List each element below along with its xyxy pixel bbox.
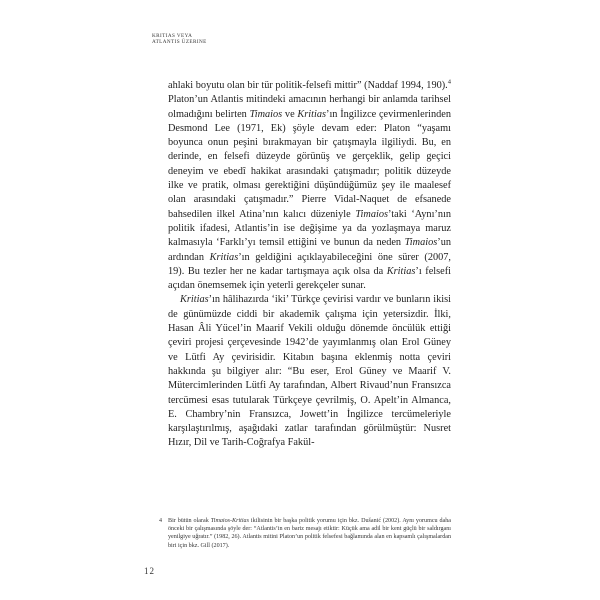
footnote-marker: 4	[447, 78, 451, 86]
footnote	[159, 517, 452, 550]
text-run: ’ın geldiğini açıklayabileceğini öne sürer (2007, 19). Bu tezler her ne kadar tartışmaya açık olsa da	[168, 251, 451, 277]
footnote-number: 4	[159, 518, 162, 524]
italic-text: Timaios	[404, 237, 438, 249]
paragraph	[168, 79, 451, 293]
italic-text: Kritias	[209, 251, 239, 263]
italic-text: Kritias	[297, 108, 327, 120]
text-run: Bir bütün olarak	[168, 518, 211, 524]
text-run: ikilisinin bir başka politik yorumu için bkz. Dušanić (2002). Aynı yorumcu daha önceki bir çalışmasında şöyle der: “Atlantis’in en bariz mesajı etiktir: Küçük ama adil bir kent güçlü bir saldırganı yenilgiye uğratır.” (1982, 26). Atlantis mitini Platon’un politik felsefesi bağlamında alan en kapsamlı çalışmalardan biri için bkz. Gill (2017).	[168, 518, 452, 549]
running-head-line-2: ATLANTIS ÜZERINE	[152, 39, 207, 45]
text-run: ’ı felsefi açıdan önemsemek için yeterli gerekçeler sunar.	[168, 265, 451, 292]
italic-text: Timaios	[355, 208, 389, 220]
paragraph	[168, 293, 451, 450]
italic-text: Kritias	[386, 265, 416, 277]
text-run: ’ın hâlihazırda ‘iki’ Türkçe çevirisi vardır ve bunların ikisi de günümüzde ciddi bir akademik çalışma için yetersizdir. İlki, Hasan Âli Yücel’in Maarif Vekili olduğu dönemde öncülük ettiği çeviri projesi çerçevesinde 1942’de yayımlanmış olan Erol Güney ve Lütfi Ay çevirisidir. Kitabın başına eklenmiş notta çeviri hakkında şu bilgiyer alır: “Bu eser, Erol Güney ve Maarif V. Mütercimlerinden Lütfi Ay tarafından, Albert Rivaud’nun Fransızca tercümesi esas tutularak Türkçeye çevrilmiş, O. Apelt’in Almanca, E. Chambry’nin Fransızca, Jowett’in İngilizce tercümeleriyle karşılaştırılmış, aşağıdaki zatlar tarafından görülmüştür: Nusret Hızır, Dil ve Tarih-Coğrafya Fakül-	[168, 294, 451, 449]
italic-text: Timaios	[249, 108, 283, 120]
text-run: ahlaki boyutu olan bir tür politik-felsefi mittir” (Naddaf 1994, 190).	[168, 80, 448, 91]
main-text	[168, 79, 451, 451]
text-run: ’un ardından	[168, 237, 451, 263]
page-number: 12	[144, 566, 155, 576]
text-run: ’taki ‘Aynı’nın politik ifadesi, Atlantis’in ise değişime ya da yozlaşmaya maruz kalmasıyla ‘Farklı’yı temsil ettiğini ve bunun da neden	[168, 208, 452, 249]
running-head-line-1: KRITIAS VEYA	[152, 33, 193, 39]
footnote-text	[168, 518, 451, 549]
text-run: Platon’un Atlantis mitindeki amacının herhangi bir anlamda tarihsel olmadığını belirten	[168, 94, 451, 120]
text-run: ve	[282, 108, 298, 120]
italic-text: Kritias	[180, 294, 209, 306]
text-run: ’ın İngilizce çevirmenlerinden Desmond Lee (1971, Ek) şöyle devam eder: Platon “yaşamı boyunca onun peşini bırakmayan bir çatışmayla ilgiliydi. Bu, en derinde, en felsefi düzeyde görünüş ve gerçeklik, gelip geçici deneyim ve ebedî hakikat arasındaki çatışmadır; politik düzeyde ilke ve pratik, olması gerektiğini düşündüğümüz şey ile maalesef olan arasındaki çatışmadır.” Pierre Vidal-Naquet de efsanede bahsedilen ilkel Atina’nın kalıcı düzeniyle	[168, 108, 451, 220]
italic-text: Timaios-Kritias	[210, 518, 249, 524]
running-head	[152, 33, 207, 45]
